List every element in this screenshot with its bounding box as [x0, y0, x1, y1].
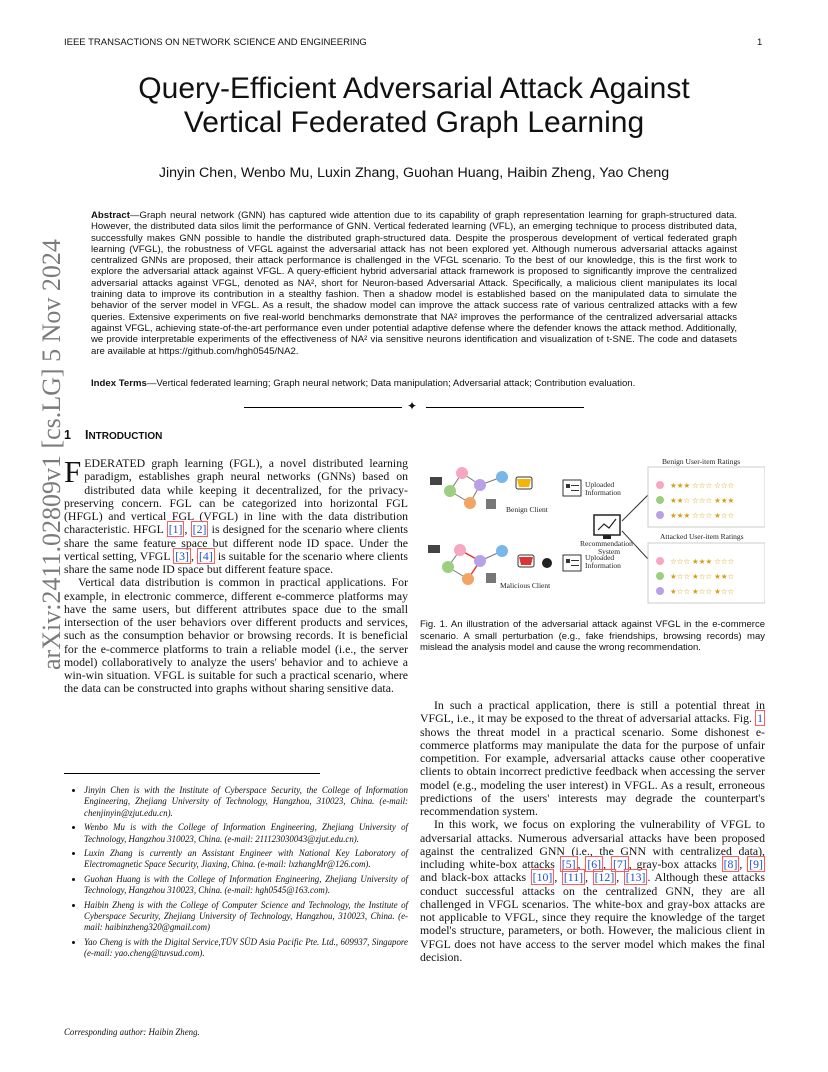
footnote-item: • Jinyin Chen is with the Institute of Cyberspace Security, the College of Information Engineering, Zhejiang University of Technology, Hangzhou, 310023, China. (e-mail: chenjinyin@zjut.edu.cn).	[84, 785, 408, 819]
uploaded-info-label: Information	[585, 561, 621, 570]
footnote-item: • Guohan Huang is with the College of Information Engineering, Zhejiang University of Technology, Hangzhou 310023, China. (e-mail: hgh0545@163.com).	[84, 874, 408, 897]
section-heading	[64, 428, 162, 442]
malicious-graph	[428, 544, 508, 585]
text-run: ,	[554, 870, 562, 885]
figure-1-illustration	[420, 455, 765, 610]
svg-text:★☆☆ ★☆☆ ★★☆: ★☆☆ ★☆☆ ★★☆	[670, 572, 735, 581]
footnote-item: • Yao Cheng is with the Digital Service,TÜV SÜD Asia Pacific Pte. Ltd., 609937, Singapore (e-mail: yao.cheng@tuvsud.com).	[84, 937, 408, 960]
svg-text:★★☆ ☆☆☆ ★★★: ★★☆ ☆☆☆ ★★★	[670, 496, 735, 505]
section-separator	[244, 399, 584, 413]
text-run: ,	[739, 857, 748, 871]
text-run: ,	[190, 548, 197, 563]
citation-link[interactable]: [10]	[532, 870, 553, 885]
svg-text:☆☆☆ ★★★ ☆☆☆: ☆☆☆ ★★★ ☆☆☆	[670, 557, 735, 566]
citation-link[interactable]: [7]	[612, 857, 627, 871]
shopping-cart-icon	[516, 477, 532, 489]
citation-link[interactable]: [12]	[594, 870, 615, 885]
text-run: ,	[184, 522, 191, 537]
title-line-2: Vertical Federated Graph Learning	[183, 106, 645, 139]
index-terms-text: —Vertical federated learning; Graph neural network; Data manipulation; Adversarial attack; Contribution evaluation.	[146, 378, 636, 389]
uploaded-info-label: Information	[585, 488, 621, 497]
section-title-rest: NTRODUCTION	[88, 431, 163, 442]
text-run: ,	[603, 857, 611, 871]
rec-system-label: Recommendation	[580, 539, 633, 548]
figure-link[interactable]: 1	[757, 711, 763, 726]
corresponding-author: Corresponding author: Haibin Zheng.	[64, 1027, 200, 1037]
uploaded-info-label: Uploaded	[585, 553, 615, 562]
citation-link[interactable]: [9]	[749, 857, 763, 871]
intro-paragraph-2: Vertical data distribution is common in practical applications. For example, in electronic commerce, different e-commerce platforms may have the same users, but different attributes space due to the small intersection of the user behaviors over different products and services, such as the consumption behavior or browsing records. It is beneficial for the e-commerce platforms to train a reliable model (i.e., the server model) collaboratively to analyze the users' behavior and to achieve a win-win situation. VFGL is suitable for such a practical scenario, where the data can be constructed into graphs without sharing sensitive data.	[64, 575, 408, 696]
text-run: is suitable for the scenario where clients share the same node ID space but different feature space.	[64, 548, 408, 576]
footnote-rule	[64, 773, 320, 774]
text-run: graph learning (FGL), a novel distributed learning paradigm, establishes graph neural networks (GNNs) based on distributed data while keeping it decentralized, for the privacy-preserving concern. FGL can be categorized into horizontal FGL (HFGL) and vertical FGL (VFGL) in line with the data distribution characteristic. HFGL	[64, 456, 408, 537]
text-run: , gray-box attacks	[628, 857, 722, 871]
abstract-label: Abstract	[91, 210, 130, 221]
index-terms	[91, 378, 737, 389]
left-column-body	[64, 454, 409, 696]
drop-cap: F	[64, 454, 82, 489]
citation-link[interactable]: [6]	[587, 857, 602, 871]
citation-link[interactable]: [1]	[168, 522, 183, 537]
arxiv-identifier[interactable]: arXiv:2411.02809v1 [cs.LG] 5 Nov 2024	[37, 239, 66, 670]
benign-ratings-title: Benign User-item Ratings	[662, 457, 741, 466]
page-number: 1	[757, 37, 763, 48]
document-icon	[563, 480, 581, 496]
abstract	[91, 210, 737, 357]
attacked-ratings-panel	[648, 543, 765, 603]
text-run: ,	[577, 857, 586, 871]
first-word: EDERATED	[84, 456, 146, 470]
paper-title	[60, 72, 768, 140]
malicious-cart-icon	[518, 555, 552, 568]
benign-ratings-panel	[648, 467, 765, 527]
figure-caption: Fig. 1. An illustration of the adversarial attack against VFGL in the e-commerce scenario. A small perturbation (e.g., fake friendships, browsing records) may mislead the analysis model and cause the wrong recommendation.	[420, 619, 765, 653]
text-run: ,	[585, 870, 593, 885]
text-run: In this work, we focus on exploring the vulnerability of VFGL to adversarial attacks. Numerous adversarial attacks have been proposed against the centralized GNN (i.e., the GNN with centralized data), including white-box attacks	[420, 817, 765, 871]
document-icon	[563, 555, 581, 571]
index-terms-label: Index Terms	[91, 378, 147, 389]
body-paragraph-1	[420, 699, 765, 818]
attacked-ratings-title: Attacked User-item Ratings	[660, 532, 744, 541]
author-list: Jinyin Chen, Wenbo Mu, Luxin Zhang, Guohan Huang, Haibin Zheng, Yao Cheng	[158, 165, 670, 181]
benign-client-label: Benign Client	[506, 505, 548, 514]
title-line-1: Query-Efficient Adversarial Attack Against	[138, 72, 690, 105]
uploaded-info-label: Uploaded	[585, 480, 615, 489]
text-run: . Although these attacks conduct successful attacks on the centralized GNN, they are all challenged in VFGL scenarios. The white-box and gray-box attacks are not applicable to VFGL, since they require the knowledge of the target model's structure, parameters, or both. However, the malicious client in VFGL does not have access to the server model which makes the final decision.	[420, 870, 766, 964]
section-number: 1	[64, 428, 71, 442]
body-paragraph-2	[420, 818, 765, 964]
section-title-initial: I	[84, 428, 89, 442]
footnote-item: • Luxin Zhang is currently an Assistant Engineer with National Key Laboratory of Electromagnetic Space Security, Jiaxing, China. (e-mail: lxzhangMr@126.com).	[84, 848, 408, 871]
footnote-item: • Wenbo Mu is with the College of Information Engineering, Zhejiang University of Technology, Hangzhou 310023, China. (e-mail: 211123030043@zjut.edu.cn).	[84, 822, 408, 845]
text-run: and black-box attacks	[420, 870, 531, 885]
citation-link[interactable]: [3]	[175, 548, 189, 563]
intro-paragraph-1	[64, 454, 409, 576]
citation-link[interactable]: [11]	[563, 870, 584, 885]
rec-system-label: System	[598, 547, 621, 556]
svg-text:★★★ ☆☆☆ ★☆☆: ★★★ ☆☆☆ ★☆☆	[670, 511, 735, 520]
malicious-client-label: Malicious Client	[500, 581, 551, 590]
text-run: In such a practical application, there is still a potential threat in VFGL, i.e., it may be exposed to the threat of adversarial attacks. Fig.	[420, 698, 765, 726]
citation-link[interactable]: [8]	[723, 857, 738, 871]
diamond-ornament-icon: ✦	[407, 399, 418, 413]
arxiv-sidebar	[0, 0, 66, 1072]
abstract-text: —Graph neural network (GNN) has captured wide attention due to its capability of graph representation learning for graph-structured data. However, the distributed data silos limit the performance of GNN. Vertical federated learning (VFL), an emerging technique to process distributed data, successfully makes GNN possible to handle the distributed graph-structured data. Despite the prosperous development of vertical federated graph learning (VFGL), the robustness of VFGL against the adversarial attack has not been explored yet. Although numerous adversarial attacks against centralized GNNs are proposed, their attack performance is challenged in the VFGL scenario. To the best of our knowledge, this is the first work to explore the adversarial attack against VFGL. A query-efficient hybrid adversarial attack framework is proposed to significantly improve the centralized adversarial attacks against VFGL, denoted as NA², short for Neuron-based Adversarial Attack. Specifically, a malicious client manipulates its local training data to improve its contribution in a stealthy fashion. Then a shadow model is established based on the manipulated data to simulate the behavior of the server model in VFGL. As a result, the shadow model can improve the attack success rate of various centralized attacks with a few queries. Extensive experiments on five real-world benchmarks demonstrate that NA² improves the performance of the centralized adversarial attacks against VFGL, achieving state-of-the-art performance even under potential adaptive defense where the defender knows the attack method. Additionally, we provide interpretable experiments of the effectiveness of NA² via sensitive neurons identification and visualization of t-SNE. The code and datasets are available at https://github.com/hgh0545/NA2.	[91, 210, 737, 357]
text-run: is designed for the scenario where clients share the same feature space but different node ID space. Under the vertical setting, VFGL	[64, 522, 409, 563]
author-affiliations	[64, 785, 408, 963]
benign-graph	[430, 467, 508, 509]
text-run: ,	[616, 870, 624, 885]
running-header: IEEE TRANSACTIONS ON NETWORK SCIENCE AND ENGINEERING	[64, 37, 367, 48]
svg-text:★☆☆ ★☆☆ ★☆☆: ★☆☆ ★☆☆ ★☆☆	[670, 587, 735, 596]
right-column-body	[420, 699, 765, 964]
citation-link[interactable]: [2]	[192, 522, 207, 537]
text-run: shows the threat model in a practical scenario. Some dishonest e-commerce platforms may manipulate the data for the purpose of unfair competition. For example, adversarial attacks cause other cooperative clients to obtain incorrect predictive feedback when accessing the server model (e.g., modeling the user interest) in VFGL. As a result, erroneous predictions of the users' interests may degrade the counterpart's recommendation system.	[420, 724, 765, 818]
citation-link[interactable]: [4]	[199, 548, 213, 563]
svg-text:★★★ ☆☆☆ ☆☆☆: ★★★ ☆☆☆ ☆☆☆	[670, 481, 735, 490]
footnote-item: • Haibin Zheng is with the College of Computer Science and Technology, the Institute of Cyberspace Security, Zhejiang University of Technology, Hangzhou, 310023, China. (e-mail: haibinzheng320@gmail.com)	[84, 900, 408, 934]
citation-link[interactable]: [5]	[561, 857, 576, 871]
citation-link[interactable]: [13]	[625, 870, 646, 885]
monitor-icon	[594, 515, 620, 539]
